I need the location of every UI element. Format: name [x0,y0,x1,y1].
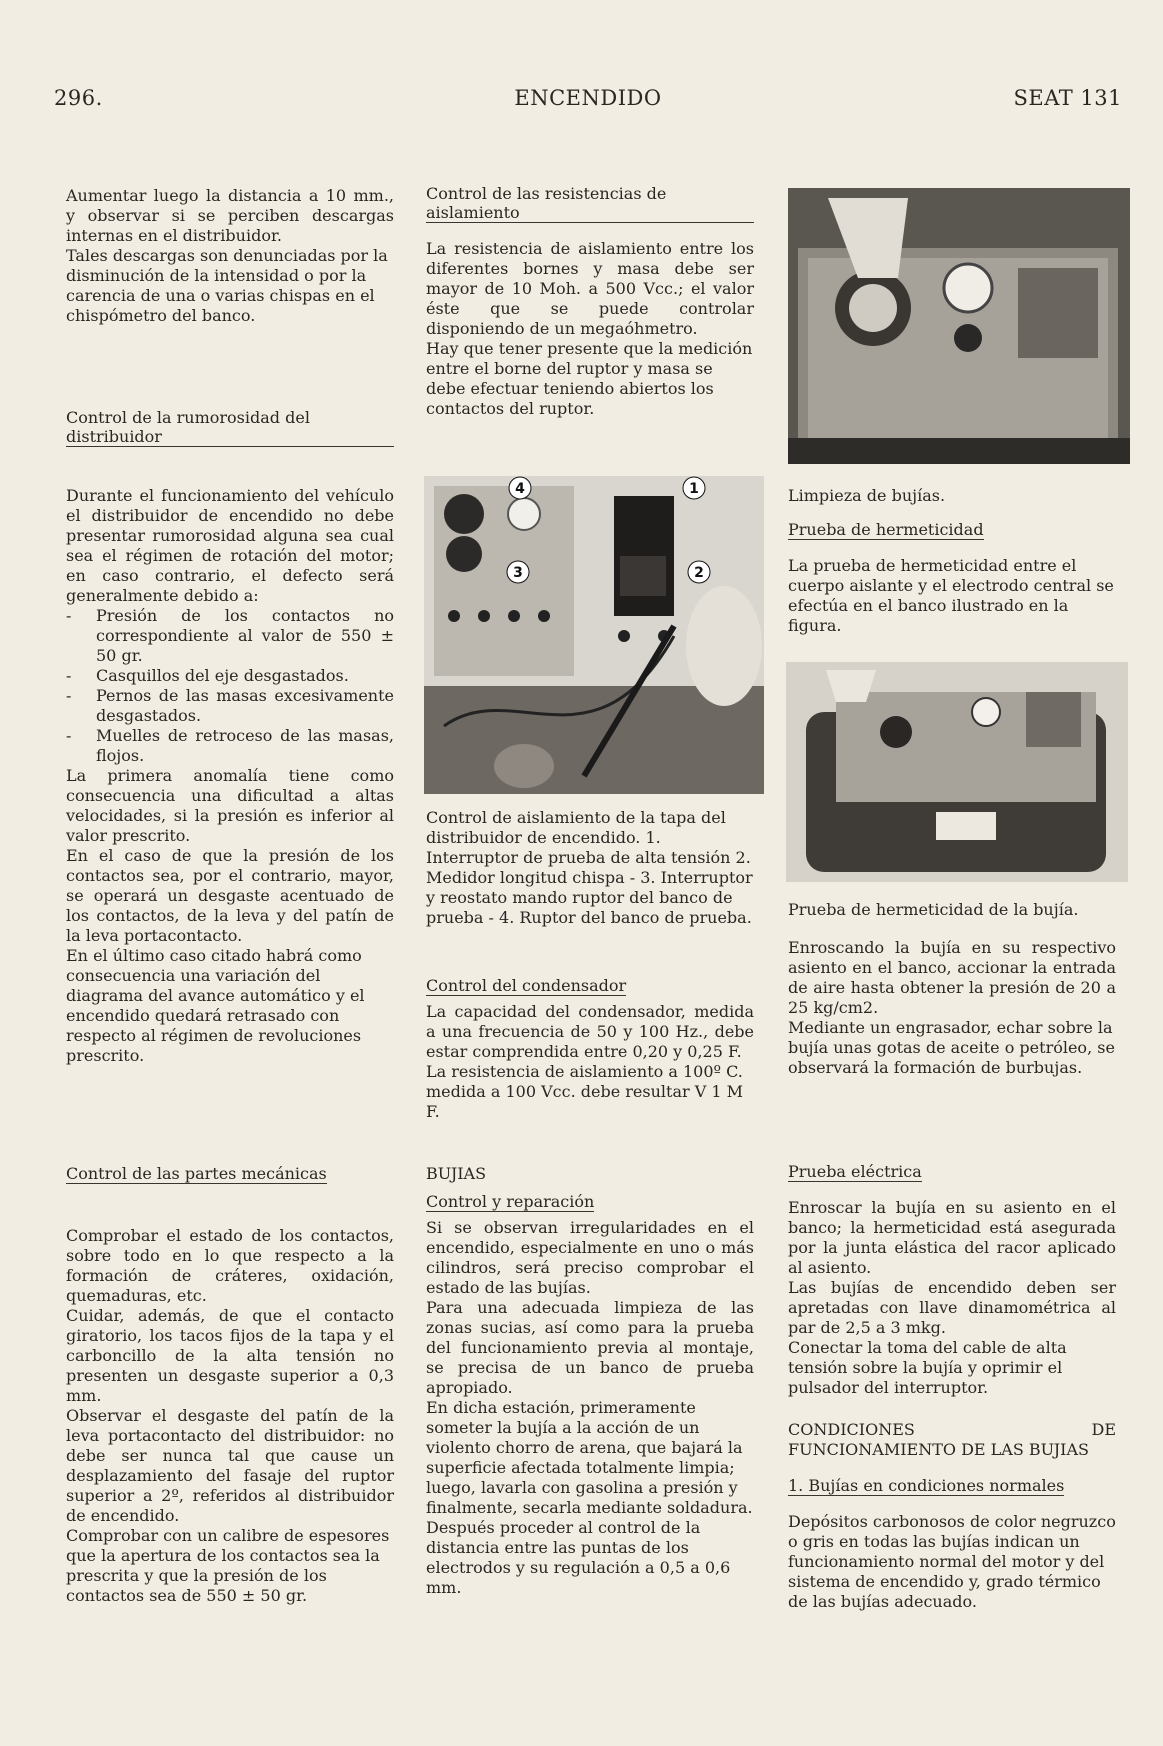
paragraph: La resistencia de aislamiento entre los diferentes bornes y masa debe ser mayor de 10 Moh. a 500 Vcc.; el valor éste que se puede controlar disponiendo de un megaóhmetro. [426,239,754,338]
paragraph: En el último caso citado habrá como consecuencia una variación del diagrama del avance automático y el encendido quedará retrasado con respecto al régimen de revoluciones prescrito. [66,946,365,1065]
callout-label: 1 [689,481,699,497]
col3-hermeticity-cont [788,900,1116,1078]
section-heading: Prueba eléctrica [788,1162,922,1181]
col1-intro [66,186,394,326]
paragraph: La capacidad del condensador, medida a una frecuencia de 50 y 100 Hz., debe estar comprendida entre 0,20 y 0,25 F. [426,1002,754,1061]
paragraph: Enroscar la bujía en su asiento en el banco; la hermeticidad está asegurada por la junta elástica del racor aplicado al asiento. [788,1198,1116,1277]
paragraph: En el caso de que la presión de los contactos sea, por el contrario, mayor, se operará un desgaste acentuado de los contactos, de la leva y del patín de la leva portacontacto. [66,846,394,945]
test-bench-illustration [424,476,764,794]
callout-label: 4 [515,481,525,497]
col2-insulation [426,184,754,419]
paragraph: Comprobar el estado de los contactos, sobre todo en lo que respecto a la formación de cráteres, oxidación, quemaduras, etc. [66,1226,394,1305]
noise-heading [66,408,394,447]
paragraph: Depósitos carbonosos de color negruzco o gris en todas las bujías indican un funcionamiento normal del motor y del sistema de encendido y, grado térmico de las bujías adecuado. [788,1512,1116,1611]
list-item: - Presión de los contactos no correspondiente al valor de 550 ± 50 gr. [66,606,394,666]
section-heading: Control de las partes mecánicas [66,1164,327,1183]
paragraph: Las bujías de encendido deben ser apretadas con llave dinamométrica al par de 2,5 a 3 mkg. [788,1278,1116,1337]
paragraph: Si se observan irregularidades en el encendido, especialmente en uno o más cilindros, será preciso comprobar el estado de las bujías. [426,1218,754,1297]
col3-conditions [788,1420,1116,1612]
paragraph: Hay que tener presente que la medición entre el borne del ruptor y masa se debe efectuar teniendo abiertos los contactos del ruptor. [426,339,753,418]
paragraph: La primera anomalía tiene como consecuencia una dificultad a altas velocidades, si la presión es inferior al valor prescrito. [66,766,394,845]
section-heading: 1. Bujías en condiciones normales [788,1476,1065,1495]
paragraph: Mediante un engrasador, echar sobre la bujía unas gotas de aceite o petróleo, se observará la formación de burbujas. [788,1018,1115,1077]
noise-causes-list [66,606,394,766]
figure-caption: Control de aislamiento de la tapa del distribuidor de encendido. 1. Interruptor de prueba de alta tensión 2. Medidor longitud chispa - 3. Interruptor y reostato mando ruptor del banco de prueba - 4. Ruptor del banco de prueba. [426,808,753,927]
page-number: 296. [54,86,103,110]
callout-label: 2 [694,565,704,581]
test-bench-photo [424,476,764,794]
section-heading: BUJIAS [426,1164,487,1183]
list-item: - Pernos de las masas excesivamente desgastados. [66,686,394,726]
section-heading: Control de la rumorosidad del distribuidor [66,408,394,447]
figure-caption: Limpieza de bujías. [788,486,946,505]
col2-caption [426,808,754,928]
col2-bujias [426,1164,754,1598]
list-item: - Casquillos del eje desgastados. [66,666,394,686]
paragraph: Cuidar, además, de que el contacto giratorio, los tacos fijos de la tapa y el carboncillo de la alta tensión no presenten un desgaste superior a 0,3 mm. [66,1306,394,1405]
paragraph: Conectar la toma del cable de alta tensión sobre la bujía y oprimir el pulsador del interruptor. [788,1338,1067,1397]
paragraph: Comprobar con un calibre de espesores que la apertura de los contactos sea la prescrita y que la presión de los contactos sea de 550 ± 50 gr. [66,1526,390,1605]
paragraph: Para una adecuada limpieza de las zonas sucias, así como para la prueba del funcionamiento previa al montaje, se precisa de un banco de prueba apropiado. [426,1298,754,1397]
section-heading: Control del condensador [426,976,627,995]
paragraph: En dicha estación, primeramente someter la bujía a la acción de un violento chorro de arena, que bajará la superficie afectada totalmente limpia; luego, lavarla con gasolina a presión y finalmente, secarla mediante soldadura. Después proceder al control de la distancia entre las puntas de los electrodos y su regulación a 0,5 a 0,6 mm. [426,1398,753,1597]
col1-mech [66,1226,394,1606]
col3-electric [788,1162,1116,1398]
car-model: SEAT 131 [1013,86,1122,110]
col2-condenser [426,976,754,1122]
section-heading: CONDICIONES DE FUNCIONAMIENTO DE LAS BUJIAS [788,1420,1116,1459]
section-heading: Control de las resistencias de aislamiento [426,184,754,223]
section-title: ENCENDIDO [514,86,662,110]
figure-caption: Prueba de hermeticidad de la bujía. [788,900,1079,919]
paragraph: La prueba de hermeticidad entre el cuerpo aislante y el electrodo central se efectúa en el banco ilustrado en la figura. [788,556,1114,635]
page-header [54,86,1122,116]
paragraph: La resistencia de aislamiento a 100º C. medida a 100 Vcc. debe resultar V 1 M F. [426,1062,744,1121]
paragraph: Tales descargas son denunciadas por la disminución de la intensidad o por la carencia de una o varias chispas en el chispómetro del banco. [66,246,388,325]
col1-noise [66,486,394,1066]
section-heading: Prueba de hermeticidad [788,520,984,539]
paragraph: Observar el desgaste del patín de la leva portacontacto del distribuidor: no debe ser nunca tal que cause un desplazamiento del fasaje del ruptor superior a 2º, referidos al distribuidor de encendido. [66,1406,394,1525]
hermeticity-bench-photo [786,662,1128,882]
hermeticity-bench-illustration [786,662,1128,882]
col3-hermeticity [788,486,1116,636]
paragraph: Aumentar luego la distancia a 10 mm., y observar si se perciben descargas internas en el distribuidor. [66,186,394,245]
spark-plug-cleaning-photo [788,188,1130,464]
callout-label: 3 [513,565,523,581]
paragraph: Enroscando la bujía en su respectivo asiento en el banco, accionar la entrada de aire hasta obtener la presión de 20 a 25 kg/cm2. [788,938,1116,1017]
cleaning-bench-illustration [788,188,1130,464]
section-heading: Control y reparación [426,1192,595,1211]
paragraph: Durante el funcionamiento del vehículo el distribuidor de encendido no debe presentar rumorosidad alguna sea cual sea el régimen de rotación del motor; en caso contrario, el defecto será generalmente debido a: [66,486,394,605]
list-item: - Muelles de retroceso de las masas, flojos. [66,726,394,766]
mech-heading [66,1164,394,1184]
